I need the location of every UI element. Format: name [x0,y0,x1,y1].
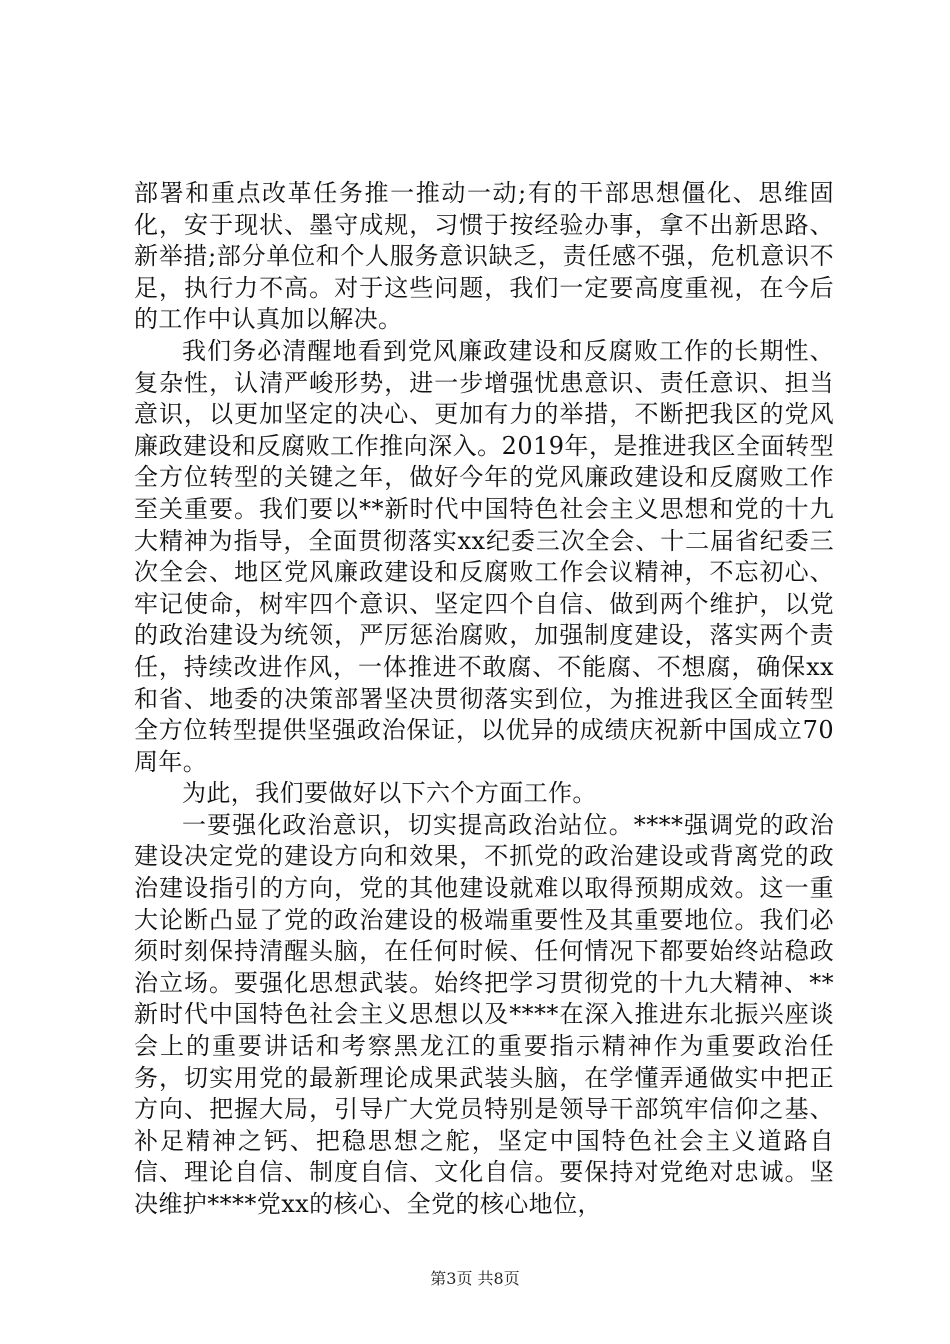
paragraph-2: 我们务必清醒地看到党风廉政建设和反腐败工作的长期性、复杂性，认清严峻形势，进一步增强忧患意识、责任意识、担当意识，以更加坚定的决心、更加有力的举措，不断把我区的党风廉政建设和反腐败工作推向深入。2019年，是推进我区全面转型全方位转型的关键之年，做好今年的党风廉政建设和反腐败工作至关重要。我们要以**新时代中国特色社会主义思想和党的十九大精神为指导，全面贯彻落实xx纪委三次全会、十二届省纪委三次全会、地区党风廉政建设和反腐败工作会议精神，不忘初心、牢记使命，树牢四个意识、坚定四个自信、做到两个维护，以党的政治建设为统领，严厉惩治腐败，加强制度建设，落实两个责任，持续改进作风，一体推进不敢腐、不能腐、不想腐，确保xx和省、地委的决策部署坚决贯彻落实到位，为推进我区全面转型全方位转型提供坚强政治保证，以优异的成绩庆祝新中国成立70周年。 [134,336,834,776]
page-number-label: 第3页 共8页 [430,1269,520,1288]
page-footer [0,1266,950,1289]
paragraph-4: 一要强化政治意识，切实提高政治站位。****强调党的政治建设决定党的建设方向和效果，不抓党的政治建设或背离党的政治建设指引的方向，党的其他建设就难以取得预期成效。这一重大论断凸显了党的政治建设的极端重要性及其重要地位。我们必须时刻保持清醒头脑，在任何时候、任何情况下都要始终站稳政治立场。要强化思想武装。始终把学习贯彻党的十九大精神、**新时代中国特色社会主义思想以及****在深入推进东北振兴座谈会上的重要讲话和考察黑龙江的重要指示精神作为重要政治任务，切实用党的最新理论成果武装头脑，在学懂弄通做实中把正方向、把握大局，引导广大党员特别是领导干部筑牢信仰之基、补足精神之钙、把稳思想之舵，坚定中国特色社会主义道路自信、理论自信、制度自信、文化自信。要保持对党绝对忠诚。坚决维护****党xx的核心、全党的核心地位， [134,810,834,1218]
paragraph-3: 为此，我们要做好以下六个方面工作。 [182,779,597,808]
document-body [134,178,834,1221]
paragraph-1: 部署和重点改革任务推一推动一动;有的干部思想僵化、思维固化，安于现状、墨守成规，习惯于按经验办事，拿不出新思路、新举措;部分单位和个人服务意识缺乏，责任感不强，危机意识不足，执行力不高。对于这些问题，我们一定要高度重视，在今后的工作中认真加以解决。 [134,179,834,334]
